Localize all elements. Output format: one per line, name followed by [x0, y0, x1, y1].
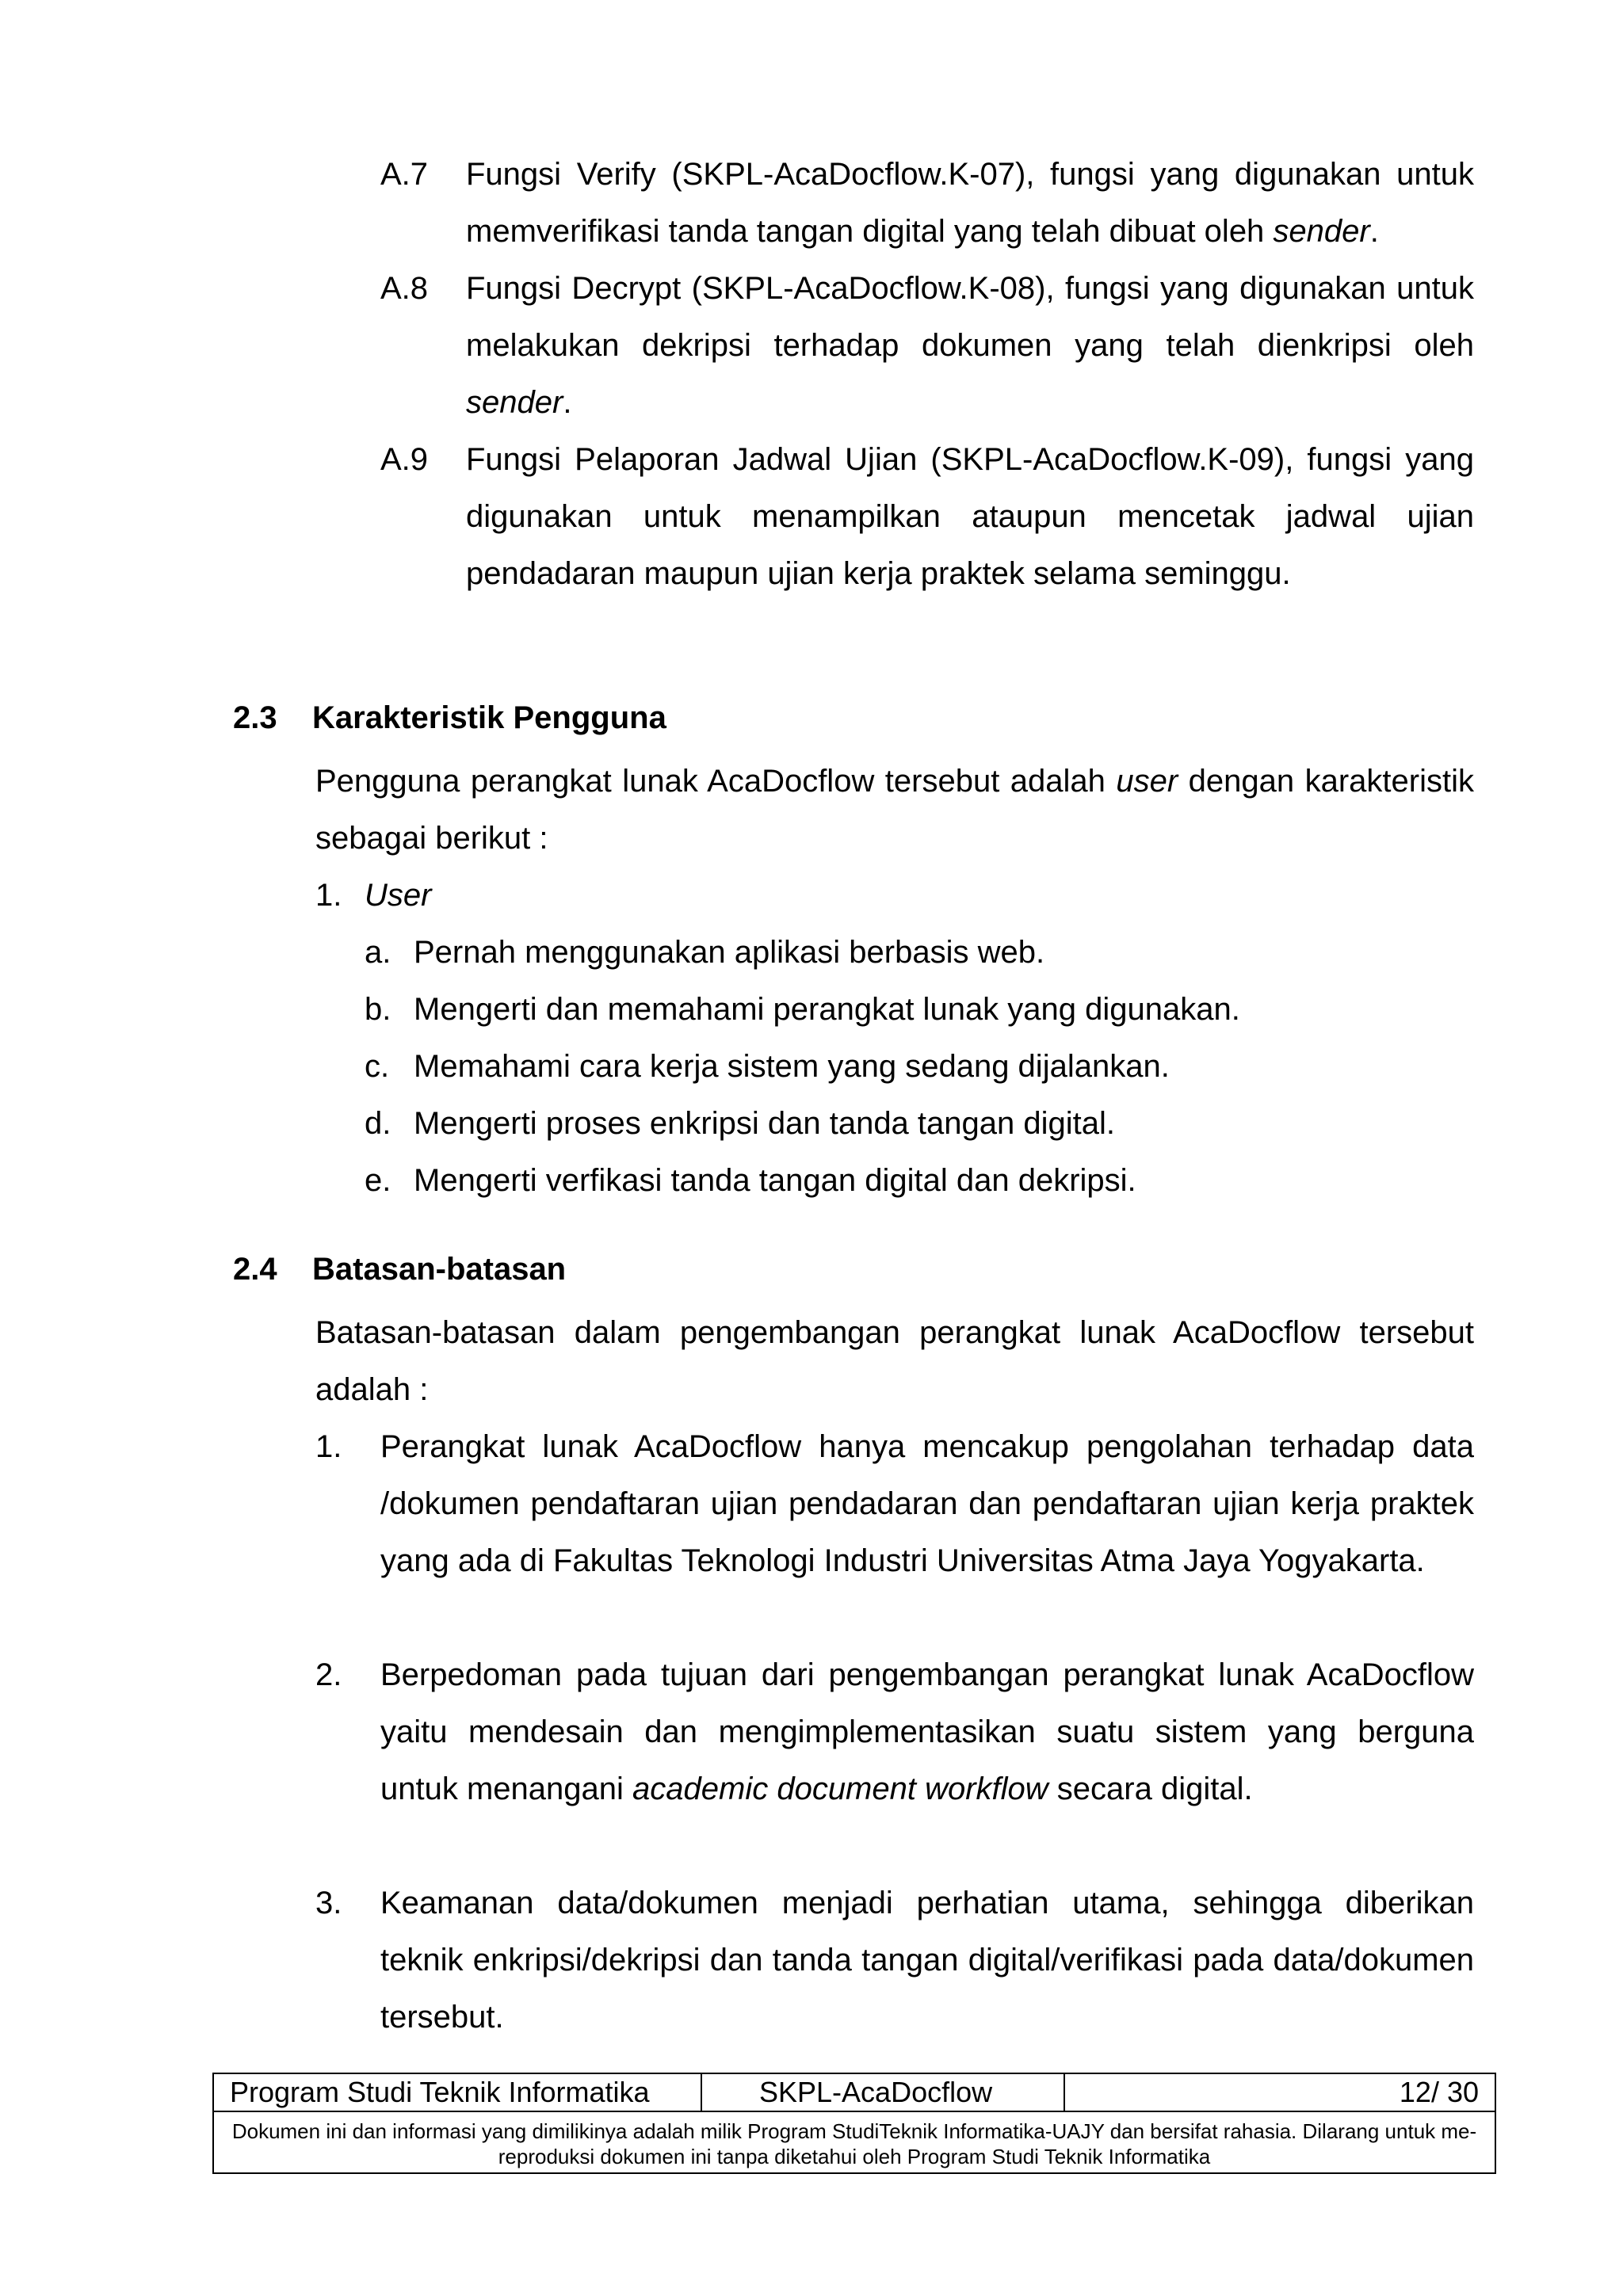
section-number: 2.4: [233, 1252, 277, 1287]
footer-doc-code: SKPL-AcaDocflow: [702, 2074, 1065, 2111]
section-number: 2.3: [233, 700, 277, 735]
list-item: c. Memahami cara kerja sistem yang sedang dijalankan.: [365, 1049, 1170, 1084]
section-title: Batasan-batasan: [312, 1252, 567, 1287]
list-number: 2.: [315, 1657, 342, 1692]
list-item-user: [315, 867, 791, 924]
item-text-a9: Fungsi Pelaporan Jadwal Ujian (SKPL-AcaDocflow.K-09), fungsi yang digunakan untuk menampilkan ataupun mencetak jadwal ujian pendadaran maupun ujian kerja praktek selama seminggu.: [466, 442, 1474, 591]
footer-confidentiality-notice: Dokumen ini dan informasi yang dimilikinya adalah milik Program StudiTeknik Informatika-UAJY dan bersifat rahasia. Dilarang untuk me-reproduksi dokumen ini tanpa diketahui oleh Program Studi Teknik Informatika: [231, 2119, 1477, 2168]
list-number: 1.: [315, 878, 342, 913]
footer-program: Program Studi Teknik Informatika: [214, 2074, 702, 2111]
section-intro-2-3: Pengguna perangkat lunak AcaDocflow tersebut adalah user dengan karakteristik sebagai berikut :: [315, 764, 1474, 856]
item-number-a7: A.7: [380, 157, 429, 192]
list-item: e. Mengerti verfikasi tanda tangan digital dan dekripsi.: [365, 1163, 1136, 1198]
list-item-text: Keamanan data/dokumen menjadi perhatian utama, sehingga diberikan teknik enkripsi/dekripsi dan tanda tangan digital/verifikasi pada data/dokumen tersebut.: [380, 1886, 1474, 2035]
item-text-a7: Fungsi Verify (SKPL-AcaDocflow.K-07), fungsi yang digunakan untuk memverifikasi tanda tangan digital yang telah dibuat oleh sender.: [466, 157, 1474, 249]
section-title: Karakteristik Pengguna: [312, 700, 666, 735]
list-item: d. Mengerti proses enkripsi dan tanda tangan digital.: [365, 1106, 1115, 1141]
item-text-a8: Fungsi Decrypt (SKPL-AcaDocflow.K-08), fungsi yang digunakan untuk melakukan dekripsi terhadap dokumen yang telah dienkripsi oleh sender.: [466, 271, 1474, 420]
footer-page-number: 12/ 30: [1399, 2076, 1479, 2108]
section-intro-2-4: Batasan-batasan dalam pengembangan perangkat lunak AcaDocflow tersebut adalah :: [315, 1315, 1474, 1407]
section-heading-2-3: [233, 694, 946, 742]
list-label: User: [365, 878, 432, 913]
list-item-text: Berpedoman pada tujuan dari pengembangan perangkat lunak AcaDocflow yaitu mendesain dan mengimplementasikan suatu sistem yang berguna untuk menangani academic document workflow secara digital.: [380, 1657, 1474, 1806]
list-item-text: Perangkat lunak AcaDocflow hanya mencakup pengolahan terhadap data /dokumen pendaftaran ujian pendadaran dan pendaftaran ujian kerja praktek yang ada di Fakultas Teknologi Industri Universitas Atma Jaya Yogyakarta.: [380, 1429, 1474, 1578]
item-number-a9: A.9: [380, 442, 429, 477]
list-item: b. Mengerti dan memahami perangkat lunak yang digunakan.: [365, 992, 1240, 1027]
list-number: 1.: [315, 1429, 342, 1464]
list-number: 3.: [315, 1886, 342, 1920]
item-number-a8: A.8: [380, 271, 429, 306]
section-heading-2-4: [233, 1245, 946, 1293]
page-footer: [212, 2073, 1496, 2174]
list-item: a. Pernah menggunakan aplikasi berbasis web.: [365, 935, 1045, 970]
footer-info-row: [214, 2074, 1495, 2112]
